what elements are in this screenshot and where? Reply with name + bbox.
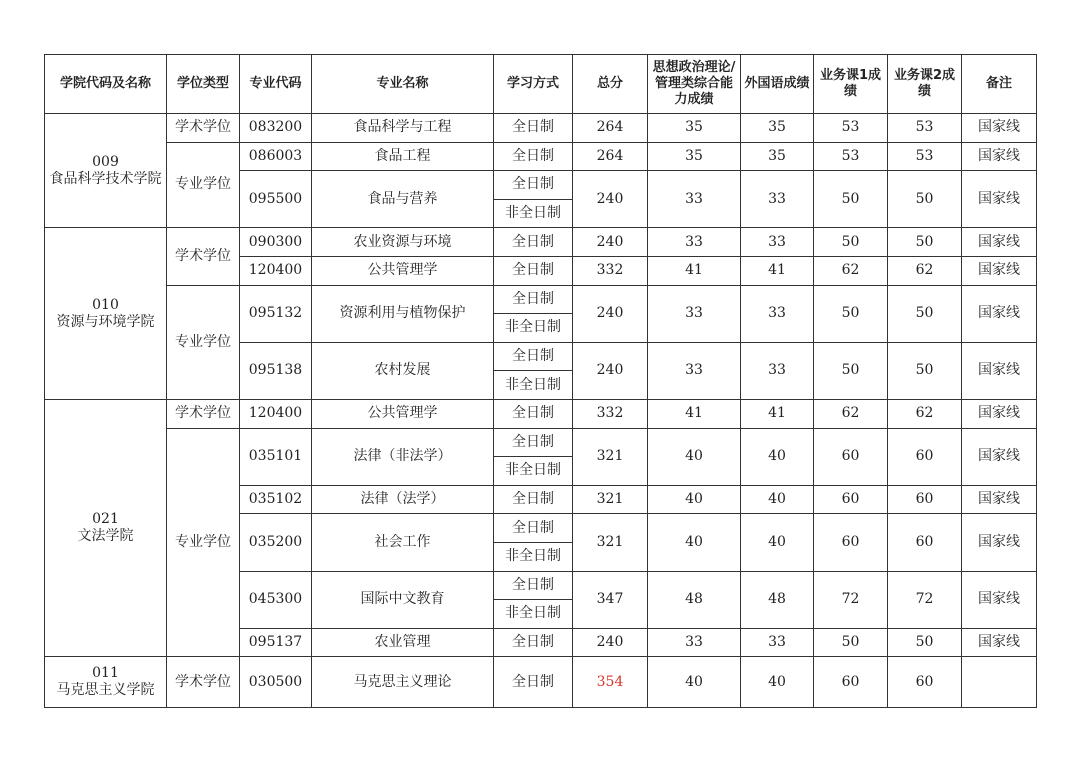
study-mode-cell: 全日制: [494, 399, 573, 428]
major-name-cell: 公共管理学: [312, 399, 494, 428]
degree-type-cell: 专业学位: [167, 142, 240, 228]
course1-cell: 53: [814, 142, 888, 171]
major-code-cell: 120400: [240, 256, 312, 285]
study-mode-cell: 非全日制: [494, 600, 573, 629]
header-major-name: 专业名称: [312, 55, 494, 114]
study-mode-cell: 非全日制: [494, 199, 573, 228]
table-row: [45, 142, 1037, 171]
foreign-cell: 40: [741, 485, 814, 514]
politics-cell: 35: [648, 114, 741, 143]
degree-type-cell: 学术学位: [167, 399, 240, 428]
course2-cell: 53: [888, 114, 962, 143]
politics-cell: 33: [648, 342, 741, 399]
major-name-cell: 国际中文教育: [312, 571, 494, 628]
major-code-cell: 095138: [240, 342, 312, 399]
score-table: [44, 54, 1037, 708]
study-mode-cell: 全日制: [494, 142, 573, 171]
total-cell: 332: [573, 399, 648, 428]
major-code-cell: 035102: [240, 485, 312, 514]
foreign-cell: 33: [741, 171, 814, 228]
foreign-cell: 35: [741, 142, 814, 171]
major-name-cell: 公共管理学: [312, 256, 494, 285]
degree-type-cell: 学术学位: [167, 228, 240, 285]
major-code-cell: 045300: [240, 571, 312, 628]
foreign-cell: 33: [741, 228, 814, 257]
course1-cell: 50: [814, 171, 888, 228]
total-cell: 240: [573, 171, 648, 228]
total-cell: 332: [573, 256, 648, 285]
remark-cell: 国家线: [962, 142, 1037, 171]
major-name-cell: 食品工程: [312, 142, 494, 171]
study-mode-cell: 非全日制: [494, 314, 573, 343]
remark-cell: 国家线: [962, 628, 1037, 657]
foreign-cell: 48: [741, 571, 814, 628]
remark-cell-empty: [962, 657, 1037, 708]
study-mode-cell: 非全日制: [494, 542, 573, 571]
course1-cell: 50: [814, 628, 888, 657]
politics-cell: 48: [648, 571, 741, 628]
study-mode-cell: 全日制: [494, 285, 573, 314]
major-name-cell: 法律（非法学）: [312, 428, 494, 485]
remark-cell: 国家线: [962, 428, 1037, 485]
major-name-cell: 社会工作: [312, 514, 494, 571]
politics-cell: 33: [648, 285, 741, 342]
header-politics: 思想政治理论/管理类综合能力成绩: [648, 55, 741, 114]
course1-cell: 50: [814, 342, 888, 399]
study-mode-cell: 全日制: [494, 256, 573, 285]
remark-cell: 国家线: [962, 171, 1037, 228]
course2-cell: 72: [888, 571, 962, 628]
total-cell: 264: [573, 142, 648, 171]
total-cell: 240: [573, 342, 648, 399]
study-mode-cell: 全日制: [494, 657, 573, 708]
major-name-cell: 食品科学与工程: [312, 114, 494, 143]
header-course2: 业务课2成绩: [888, 55, 962, 114]
major-code-cell: 095132: [240, 285, 312, 342]
total-cell: 321: [573, 514, 648, 571]
major-code-cell: 095500: [240, 171, 312, 228]
study-mode-cell: 全日制: [494, 514, 573, 543]
study-mode-cell: 全日制: [494, 485, 573, 514]
major-name-cell: 法律（法学）: [312, 485, 494, 514]
foreign-cell: 40: [741, 657, 814, 708]
total-cell: 347: [573, 571, 648, 628]
study-mode-cell: 全日制: [494, 428, 573, 457]
header-total: 总分: [573, 55, 648, 114]
study-mode-cell: 全日制: [494, 342, 573, 371]
table-row: [45, 399, 1037, 428]
total-cell: 240: [573, 628, 648, 657]
remark-cell: 国家线: [962, 285, 1037, 342]
major-code-cell: 090300: [240, 228, 312, 257]
major-code-cell: 086003: [240, 142, 312, 171]
politics-cell: 40: [648, 514, 741, 571]
course2-cell: 50: [888, 628, 962, 657]
course1-cell: 60: [814, 514, 888, 571]
course1-cell: 60: [814, 657, 888, 708]
foreign-cell: 33: [741, 628, 814, 657]
table-row: [45, 657, 1037, 708]
politics-cell: 35: [648, 142, 741, 171]
study-mode-cell: 非全日制: [494, 457, 573, 486]
major-code-cell: 083200: [240, 114, 312, 143]
study-mode-cell: 全日制: [494, 628, 573, 657]
remark-cell: 国家线: [962, 114, 1037, 143]
total-cell: 321: [573, 485, 648, 514]
politics-cell: 41: [648, 399, 741, 428]
table-row: [45, 285, 1037, 314]
remark-cell: 国家线: [962, 228, 1037, 257]
course1-cell: 72: [814, 571, 888, 628]
course1-cell: 50: [814, 285, 888, 342]
table-row: [45, 114, 1037, 143]
major-code-cell: 030500: [240, 657, 312, 708]
major-name-cell: 马克思主义理论: [312, 657, 494, 708]
course1-cell: 53: [814, 114, 888, 143]
remark-cell: 国家线: [962, 399, 1037, 428]
header-college: 学院代码及名称: [45, 55, 167, 114]
major-code-cell: 120400: [240, 399, 312, 428]
total-cell: 240: [573, 285, 648, 342]
total-cell: 240: [573, 228, 648, 257]
study-mode-cell: 全日制: [494, 171, 573, 200]
course2-cell: 50: [888, 228, 962, 257]
remark-cell: 国家线: [962, 256, 1037, 285]
foreign-cell: 35: [741, 114, 814, 143]
degree-type-cell: 专业学位: [167, 285, 240, 399]
course1-cell: 62: [814, 399, 888, 428]
college-cell: 010 资源与环境学院: [45, 228, 167, 400]
study-mode-cell: 非全日制: [494, 371, 573, 400]
major-name-cell: 农业资源与环境: [312, 228, 494, 257]
politics-cell: 33: [648, 171, 741, 228]
remark-cell: 国家线: [962, 342, 1037, 399]
foreign-cell: 41: [741, 256, 814, 285]
degree-type-cell: 学术学位: [167, 657, 240, 708]
course2-cell: 62: [888, 399, 962, 428]
header-foreign: 外国语成绩: [741, 55, 814, 114]
remark-cell: 国家线: [962, 571, 1037, 628]
politics-cell: 33: [648, 628, 741, 657]
course1-cell: 50: [814, 228, 888, 257]
major-name-cell: 农村发展: [312, 342, 494, 399]
course2-cell: 53: [888, 142, 962, 171]
college-cell: 011 马克思主义学院: [45, 657, 167, 708]
header-row: [45, 55, 1037, 114]
college-cell: 009 食品科学技术学院: [45, 114, 167, 228]
course2-cell: 50: [888, 285, 962, 342]
course2-cell: 62: [888, 256, 962, 285]
table-row: [45, 428, 1037, 457]
header-course1: 业务课1成绩: [814, 55, 888, 114]
header-major-code: 专业代码: [240, 55, 312, 114]
course1-cell: 60: [814, 485, 888, 514]
foreign-cell: 33: [741, 285, 814, 342]
course1-cell: 60: [814, 428, 888, 485]
header-degree-type: 学位类型: [167, 55, 240, 114]
study-mode-cell: 全日制: [494, 114, 573, 143]
foreign-cell: 41: [741, 399, 814, 428]
major-code-cell: 035101: [240, 428, 312, 485]
major-code-cell: 095137: [240, 628, 312, 657]
header-remark: 备注: [962, 55, 1037, 114]
course1-cell: 62: [814, 256, 888, 285]
remark-cell: 国家线: [962, 485, 1037, 514]
degree-type-cell: 学术学位: [167, 114, 240, 143]
total-cell: 321: [573, 428, 648, 485]
course2-cell: 50: [888, 342, 962, 399]
major-code-cell: 035200: [240, 514, 312, 571]
major-name-cell: 农业管理: [312, 628, 494, 657]
foreign-cell: 40: [741, 428, 814, 485]
foreign-cell: 33: [741, 342, 814, 399]
politics-cell: 40: [648, 428, 741, 485]
politics-cell: 40: [648, 657, 741, 708]
course2-cell: 50: [888, 171, 962, 228]
politics-cell: 40: [648, 485, 741, 514]
total-cell: 264: [573, 114, 648, 143]
header-study-mode: 学习方式: [494, 55, 573, 114]
degree-type-cell: 专业学位: [167, 428, 240, 657]
total-cell-highlighted: 354: [573, 657, 648, 708]
politics-cell: 41: [648, 256, 741, 285]
politics-cell: 33: [648, 228, 741, 257]
study-mode-cell: 全日制: [494, 228, 573, 257]
major-name-cell: 食品与营养: [312, 171, 494, 228]
course2-cell: 60: [888, 428, 962, 485]
foreign-cell: 40: [741, 514, 814, 571]
course2-cell: 60: [888, 485, 962, 514]
college-cell: 021 文法学院: [45, 399, 167, 656]
remark-cell: 国家线: [962, 514, 1037, 571]
major-name-cell: 资源利用与植物保护: [312, 285, 494, 342]
course2-cell: 60: [888, 657, 962, 708]
study-mode-cell: 全日制: [494, 571, 573, 600]
table-row: [45, 228, 1037, 257]
course2-cell: 60: [888, 514, 962, 571]
